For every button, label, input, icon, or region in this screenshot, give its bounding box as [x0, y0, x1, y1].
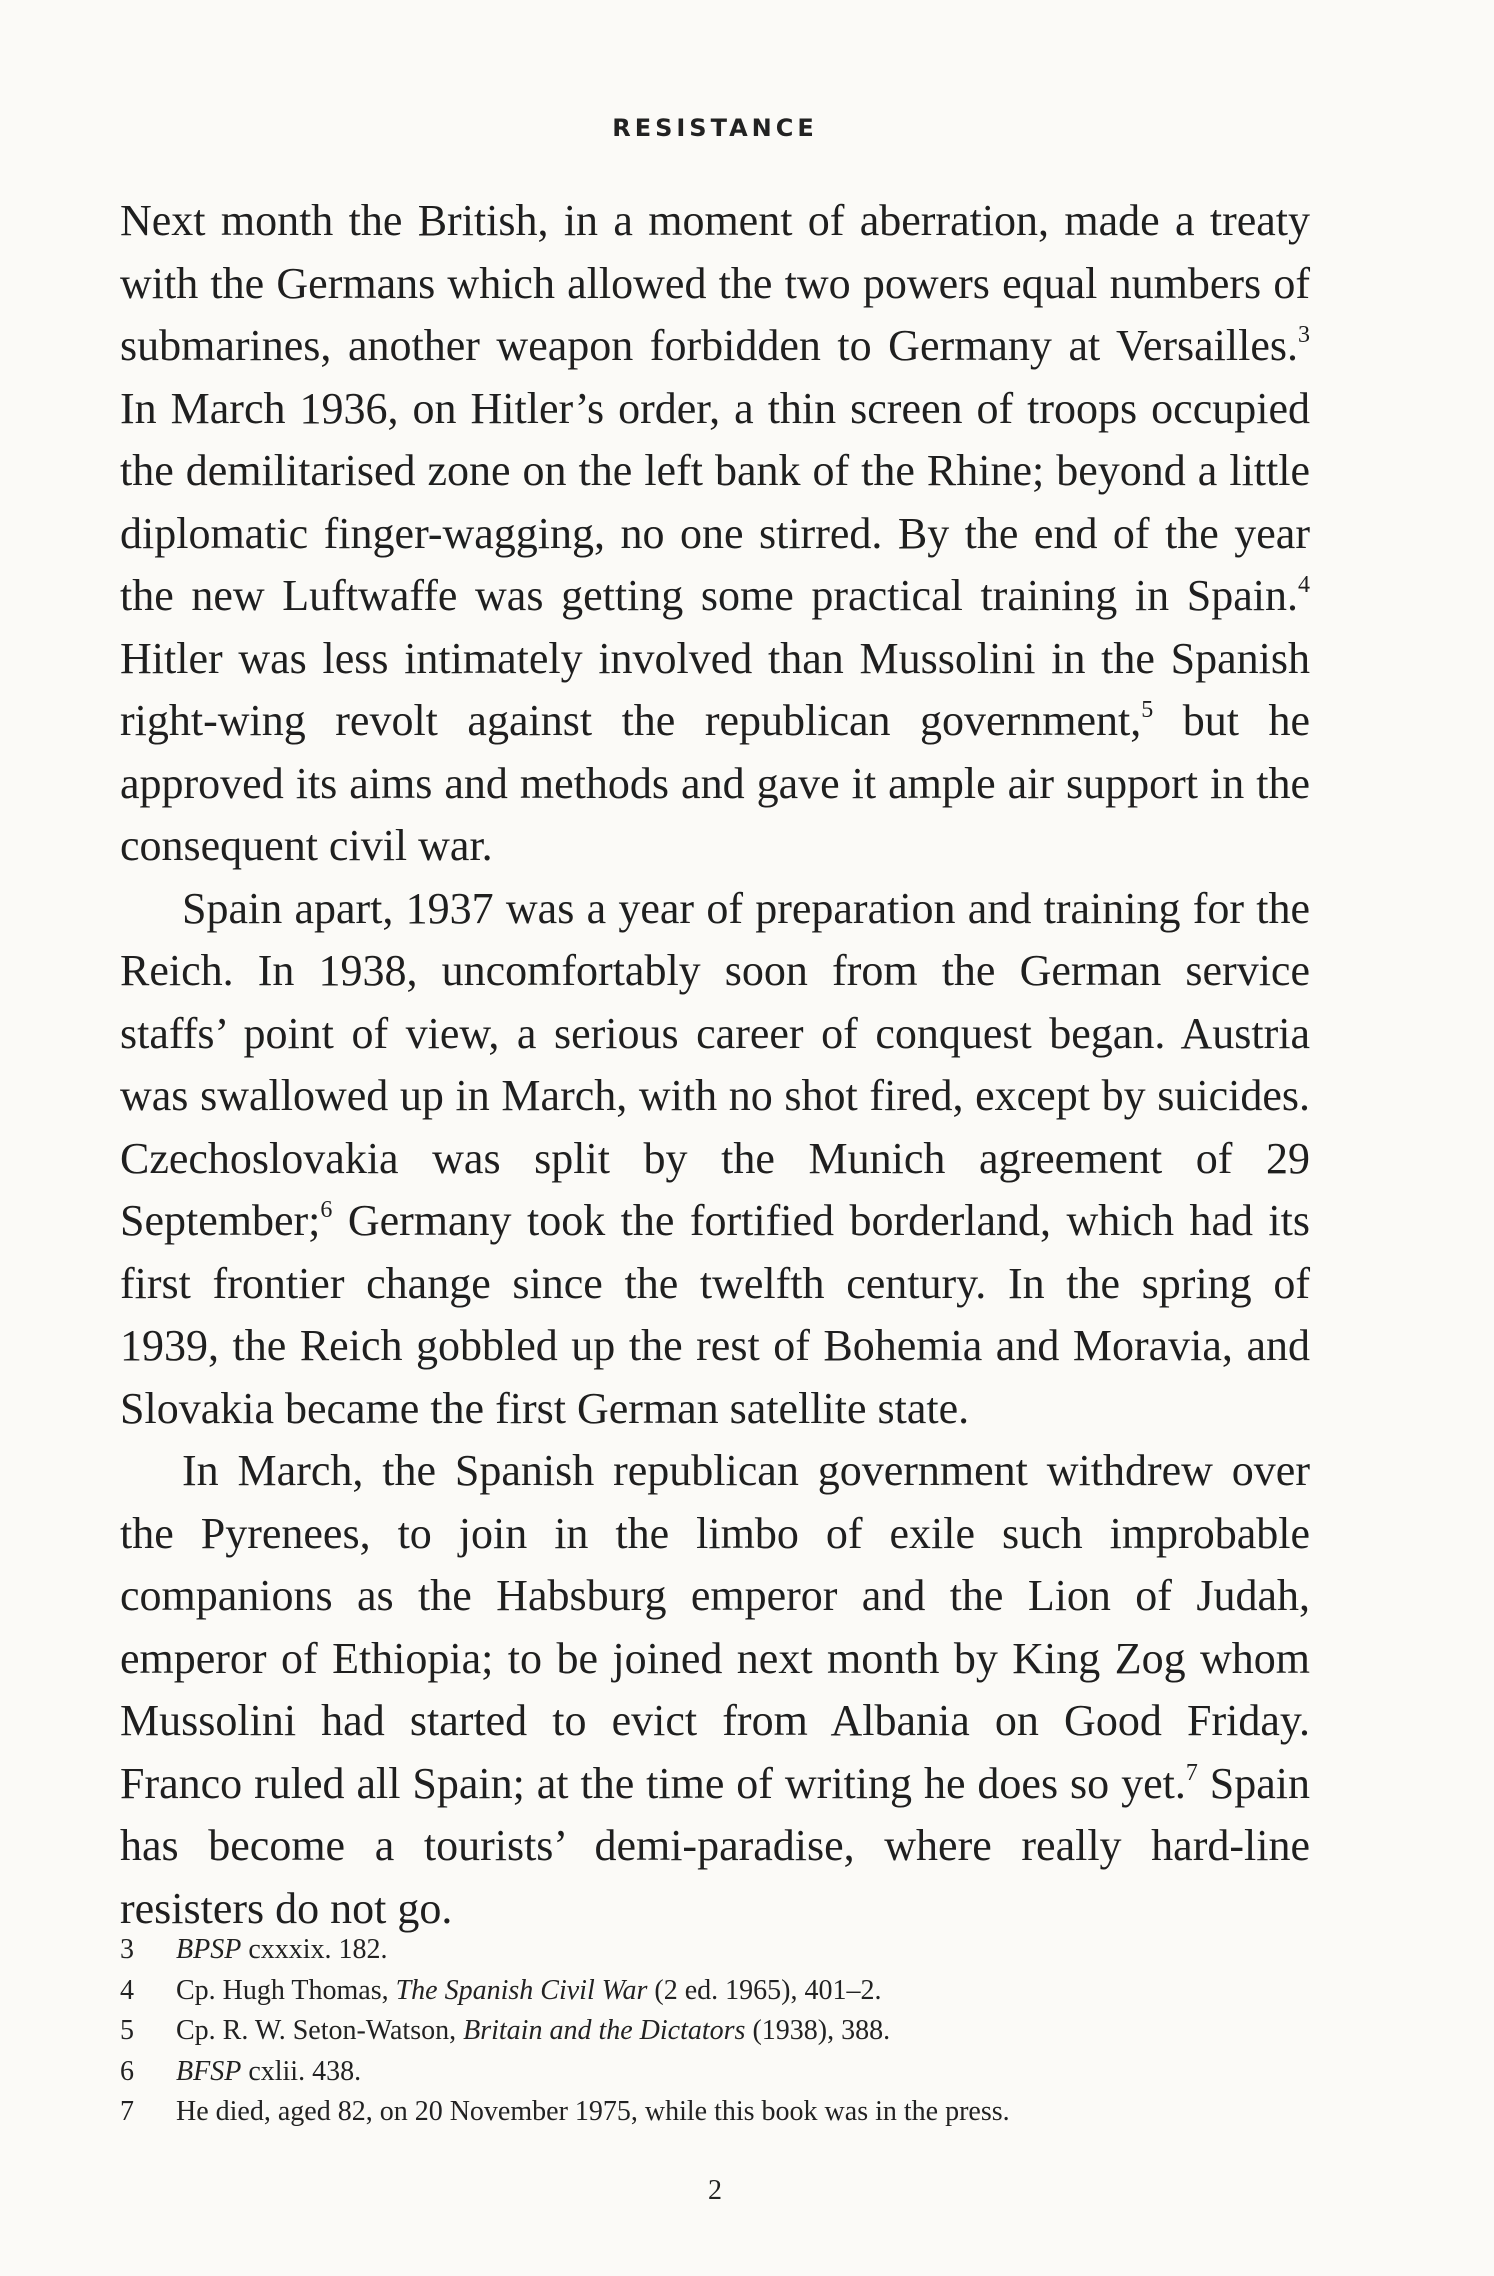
paragraph-text: In March 1936, on Hitler’s order, a thin screen of troops occupied the demilitarised zone on the left bank of the Rhine; beyond a little diplomatic finger-wagging, no one stirred. By the end of the year the new Luftwaffe was getting some practical training in Spain.: [120, 383, 1310, 620]
footnote-number: 3: [120, 1934, 134, 1965]
footnote-plain: cxlii. 438.: [241, 2055, 362, 2087]
footnote-plain: Cp. R. W. Seton-Watson,: [176, 2015, 464, 2046]
footnote: [120, 2052, 1310, 2093]
paragraph-text: Next month the British, in a moment of aberration, made a treaty with the Germans which allowed the two powers equal numbers of submarines, another weapon forbidden to Germany at Versailles.: [120, 196, 1310, 370]
footnote-ref-3[interactable]: 3: [1298, 322, 1310, 348]
paragraph-text: Spain apart, 1937 was a year of preparation and training for the Reich. In 1938, uncomfortably soon from the German service staffs’ point of view, a serious career of conquest began. Austria was swallowed up in March, with no shot fired, except by suicides. Czechoslovakia was split by the Munich agreement of 29 September;: [120, 883, 1310, 1245]
footnote-plain: He died, aged 82, on 20 November 1975, while this book was in the press.: [176, 2096, 1010, 2127]
footnote-text: [176, 1971, 881, 2012]
page-number: 2: [708, 2175, 722, 2206]
book-page: [120, 0, 1310, 2276]
footnote: [120, 1930, 1310, 1971]
footnote-number: 4: [120, 1974, 134, 2006]
paragraph-text: Spain has become a tourists’ demi-paradise, where really hard-line resisters do not go.: [120, 1758, 1310, 1933]
footnote-number: 5: [120, 2015, 134, 2046]
footnote: [120, 2092, 1310, 2133]
paragraph-1: [120, 190, 1310, 878]
body-text: [120, 190, 1310, 1940]
footnote: [120, 1971, 1310, 2012]
footnote-italic: BFSP: [176, 2055, 242, 2087]
footnote-ref-6[interactable]: 6: [320, 1197, 333, 1223]
footnote-italic: BPSP: [176, 1934, 242, 1965]
footnote-ref-5[interactable]: 5: [1141, 697, 1154, 723]
footnote-plain: Cp. Hugh Thomas,: [176, 1974, 396, 2006]
running-head: RESISTANCE: [612, 114, 818, 142]
paragraph-text: but he approved its aims and methods and gave it ample air support in the consequent civil war.: [120, 696, 1310, 870]
paragraph-text: Hitler was less intimately involved than Mussolini in the Spanish right-wing revolt against the republican government,: [120, 633, 1310, 745]
footnote-text: [176, 2052, 361, 2093]
footnote-plain: cxxxix. 182.: [241, 1934, 388, 1965]
footnote: [120, 2011, 1310, 2052]
footnote-plain: (2 ed. 1965), 401–2.: [647, 1974, 882, 2006]
footnote-number: 7: [120, 2096, 134, 2127]
footnote-italic: Britain and the Dictators: [463, 2015, 746, 2046]
paragraph-text: Germany took the fortified borderland, which had its first frontier change since the twelfth century. In the spring of 1939, the Reich gobbled up the rest of Bohemia and Moravia, and Slovakia became the first German satellite state.: [120, 1196, 1310, 1433]
footnote-ref-4[interactable]: 4: [1298, 572, 1310, 598]
footnote-ref-7[interactable]: 7: [1185, 1759, 1198, 1786]
footnote-italic: The Spanish Civil War: [395, 1974, 648, 2006]
footnote-number: 6: [120, 2055, 134, 2087]
footnote-text: [176, 2011, 890, 2052]
footnote-plain: (1938), 388.: [745, 2015, 891, 2046]
footnotes: [120, 1930, 1310, 2133]
paragraph-2: [120, 878, 1310, 1441]
footnote-text: [176, 2092, 1010, 2133]
paragraph-text: In March, the Spanish republican government withdrew over the Pyrenees, to join in the limbo of exile such improbable companions as the Habsburg emperor and the Lion of Judah, emperor of Ethiopia; to be joined next month by King Zog whom Mussolini had started to evict from Albania on Good Friday. Franco ruled all Spain; at the time of writing he does so yet.: [120, 1446, 1310, 1808]
footnote-text: [176, 1930, 388, 1971]
paragraph-3: [120, 1440, 1310, 1940]
